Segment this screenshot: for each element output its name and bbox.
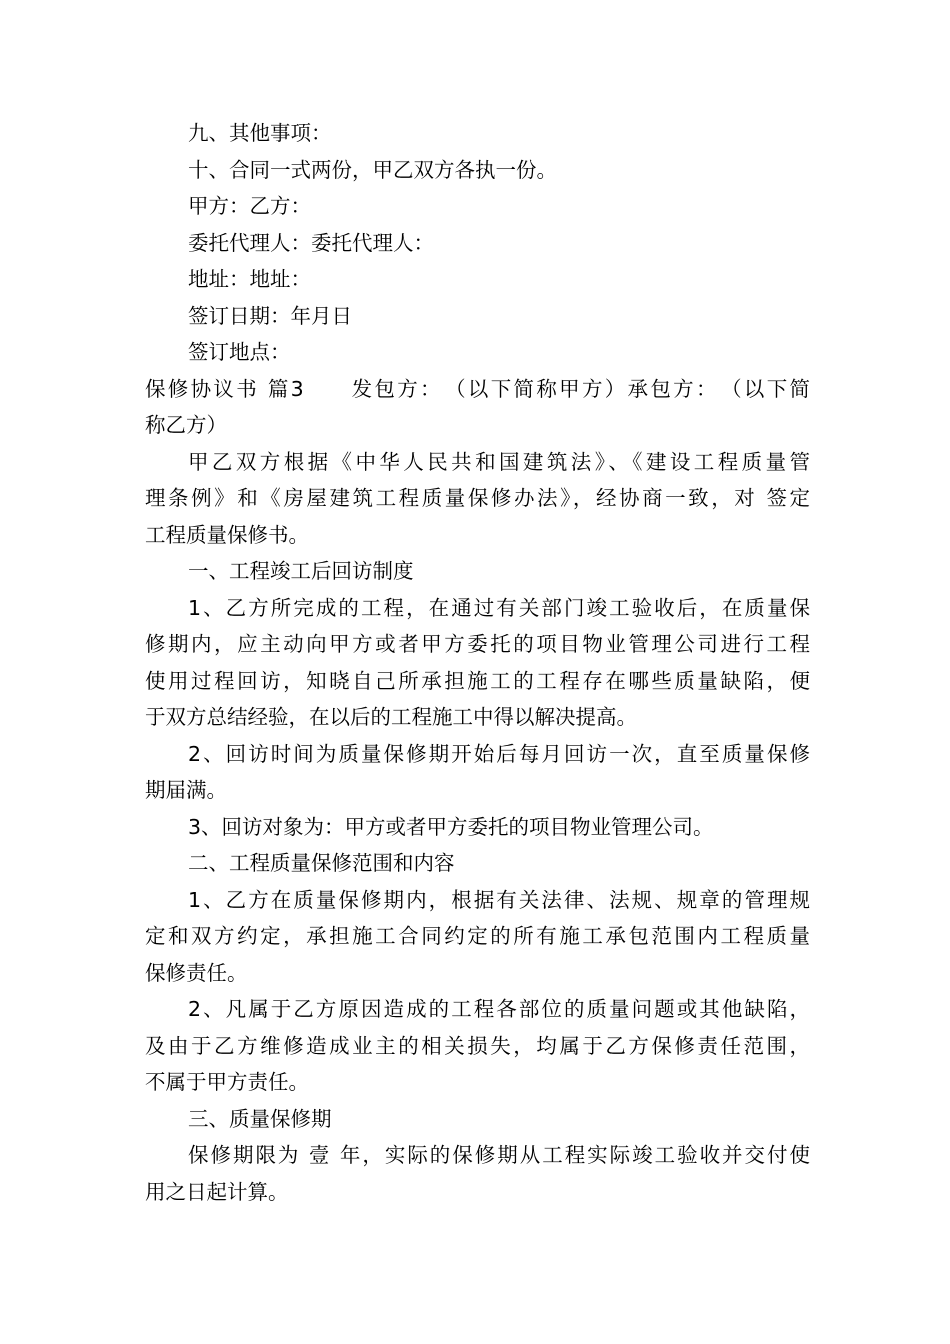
document-line: 签订日期：年月日: [188, 303, 352, 328]
document-line: 理条例》和《房屋建筑工程质量保修办法》，经协商一致，对 签定: [145, 486, 810, 510]
document-line: 用之日起计算。: [145, 1179, 289, 1204]
document-line: 不属于甲方责任。: [145, 1070, 309, 1094]
document-line: 保修责任。: [145, 960, 248, 985]
document-line: 2、凡属于乙方原因造成的工程各部位的质量问题或其他缺陷，: [188, 997, 810, 1021]
document-line: 签订地点：: [188, 340, 291, 364]
document-line: 三、质量保修期: [188, 1106, 332, 1131]
document-line: 地址：地址：: [188, 267, 311, 291]
document-line: 及由于乙方维修造成业主的相关损失，均属于乙方保修责任范围，: [145, 1033, 810, 1058]
document-line: 修期内，应主动向甲方或者甲方委托的项目物业管理公司进行工程: [145, 632, 810, 656]
document-line: 称乙方）: [145, 413, 227, 437]
document-line: 甲乙双方根据《中华人民共和国建筑法》、《建设工程质量管: [188, 449, 810, 474]
document-line: 1、乙方在质量保修期内，根据有关法律、法规、规章的管理规: [188, 887, 810, 912]
document-line: 一、工程竣工后回访制度: [188, 559, 414, 583]
document-line: 3、回访对象为：甲方或者甲方委托的项目物业管理公司。: [188, 814, 714, 839]
document-line: 委托代理人：委托代理人：: [188, 230, 434, 255]
document-line: 定和双方约定，承担施工合同约定的所有施工承包范围内工程质量: [145, 924, 810, 948]
document-line: 甲方：乙方：: [188, 194, 311, 218]
document-line: 九、其他事项：: [188, 121, 332, 145]
document-line: 二、工程质量保修范围和内容: [188, 851, 455, 875]
document-line: 工程质量保修书。: [145, 522, 309, 547]
document-line: 期届满。: [145, 778, 227, 802]
document-line: 2、回访时间为质量保修期开始后每月回访一次，直至质量保修: [188, 741, 810, 766]
document-body: [145, 115, 810, 1210]
document-line: 十、合同一式两份，甲乙双方各执一份。: [188, 157, 557, 182]
document-line: 1、乙方所完成的工程，在通过有关部门竣工验收后，在质量保: [188, 595, 810, 620]
document-line: 使用过程回访，知晓自己所承担施工的工程存在哪些质量缺陷，便: [145, 668, 810, 693]
document-line: 保修协议书 篇3 发包方： （以下简称甲方）承包方： （以下简: [145, 376, 810, 401]
document-line: 保修期限为 壹 年，实际的保修期从工程实际竣工验收并交付使: [188, 1143, 810, 1167]
document-line: 于双方总结经验，在以后的工程施工中得以解决提高。: [145, 705, 637, 729]
